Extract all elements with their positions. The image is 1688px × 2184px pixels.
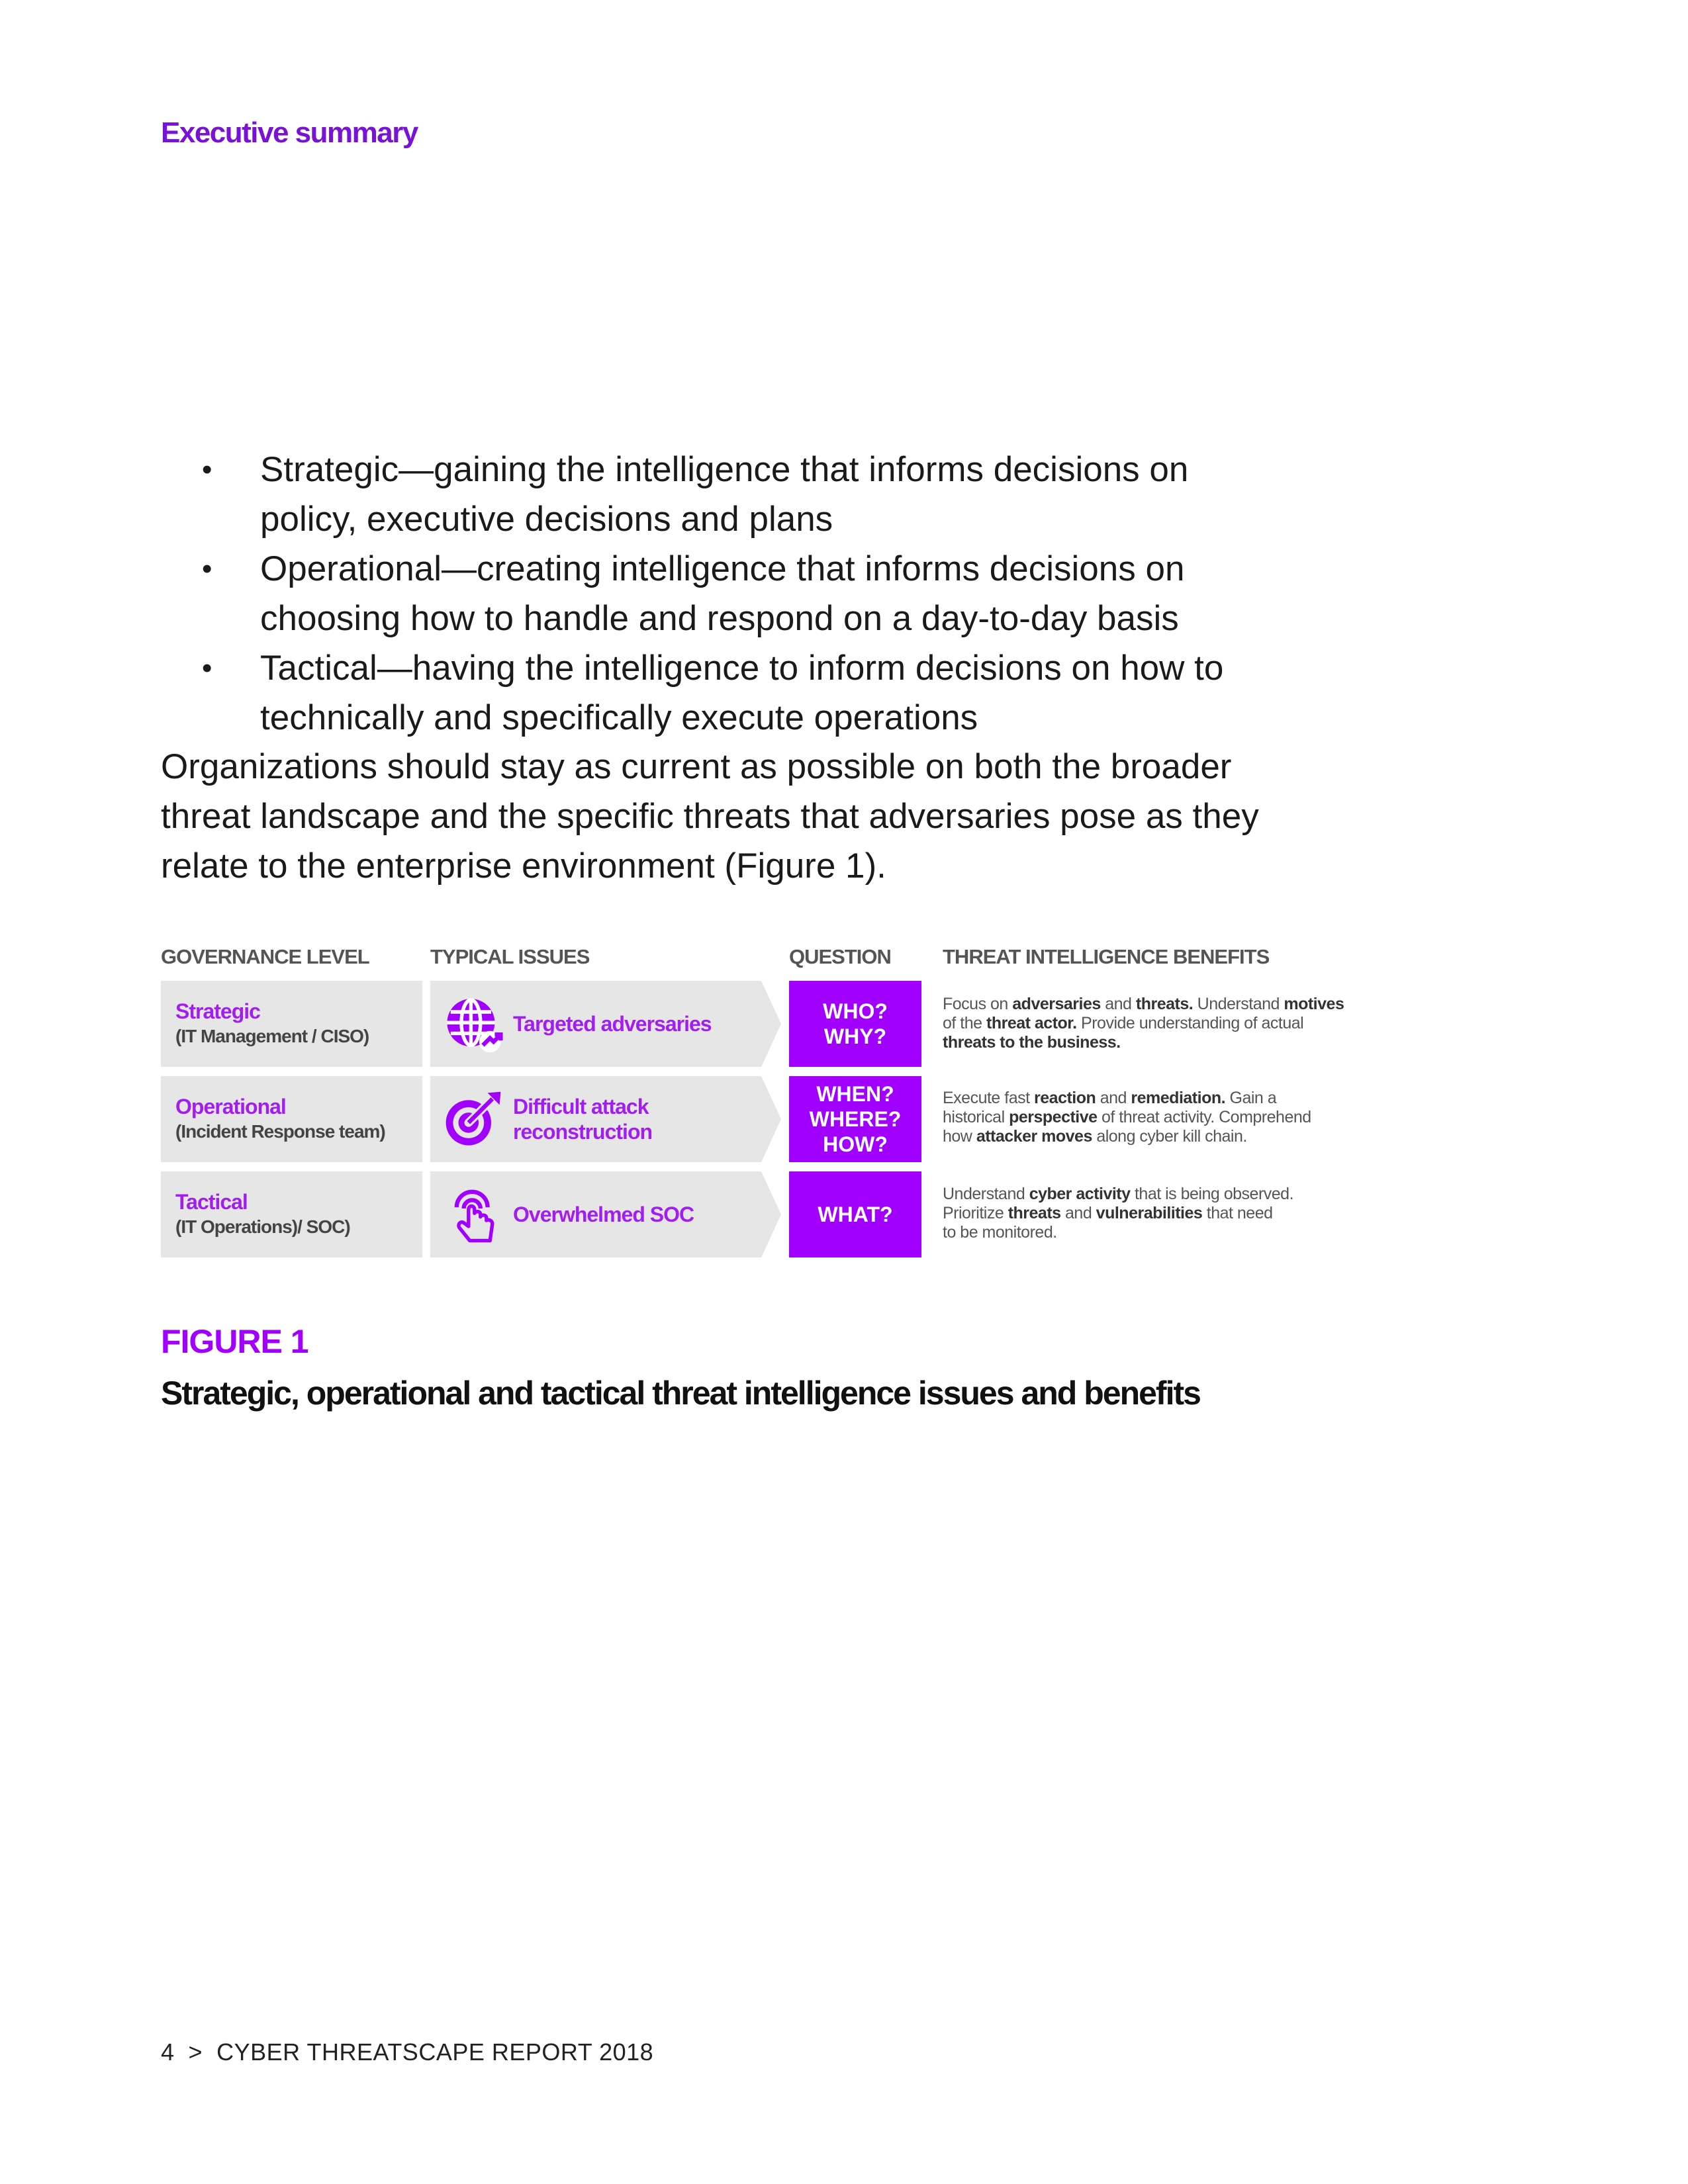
page-footer	[161, 2038, 653, 2066]
governance-title: Operational	[175, 1095, 286, 1118]
question-box	[789, 981, 921, 1067]
bullet-text: Tactical—having the intelligence to inform decisions on how to	[260, 649, 1224, 688]
paragraph-line: threat landscape and the specific threats that adversaries pose as they	[161, 797, 1259, 836]
bullet-text: policy, executive decisions and plans	[260, 500, 833, 539]
target-arrow-icon	[444, 1089, 503, 1149]
bullet-text: Strategic—gaining the intelligence that informs decisions on	[260, 450, 1189, 489]
bullet-dot: •	[202, 453, 212, 486]
bullet-list	[202, 445, 1460, 743]
section-header: Executive summary	[161, 116, 418, 149]
question-text: WHAT?	[818, 1203, 893, 1226]
figure-label: FIGURE 1	[161, 1323, 308, 1360]
governance-strategic	[161, 981, 422, 1067]
governance-subtitle: (IT Operations)/ SOC)	[175, 1216, 350, 1237]
benefit-text: Focus on adversaries and threats. Understand motives of the threat actor. Provide understanding of actual threats to the business.	[943, 995, 1344, 1052]
report-title: CYBER THREATSCAPE REPORT 2018	[216, 2038, 654, 2066]
question-text: WHY?	[823, 1024, 887, 1048]
benefit-text: Execute fast reaction and remediation. Gain a historical perspective of threat activity. Comprehend how attacker moves along cyber kill chain.	[943, 1089, 1311, 1146]
globe-icon	[444, 994, 503, 1054]
governance-tactical	[161, 1171, 422, 1257]
question-box	[789, 1076, 921, 1162]
issue-targeted-adversaries	[430, 981, 781, 1067]
bullet-text: choosing how to handle and respond on a day-to-day basis	[260, 599, 1179, 638]
bullet-dot: •	[202, 553, 212, 585]
bullet-text: Operational—creating intelligence that informs decisions on	[260, 549, 1185, 588]
pointer-hand-icon	[444, 1185, 503, 1244]
bullet-dot: •	[202, 652, 212, 684]
column-header-issues: TYPICAL ISSUES	[430, 945, 590, 968]
question-text: WHERE?	[809, 1107, 902, 1131]
benefit-text: Understand cyber activity that is being observed. Prioritize threats and vulnerabilities that need to be monitored.	[943, 1185, 1294, 1242]
page-number: 4	[161, 2038, 175, 2066]
governance-title: Strategic	[175, 999, 260, 1023]
body-paragraph	[161, 742, 1419, 891]
question-box	[789, 1171, 921, 1257]
bullet-text: technically and specifically execute operations	[260, 698, 978, 737]
paragraph-line: relate to the enterprise environment (Figure 1).	[161, 846, 886, 886]
column-header-question: QUESTION	[789, 945, 891, 968]
governance-subtitle: (IT Management / CISO)	[175, 1026, 369, 1046]
issue-label: Overwhelmed SOC	[513, 1203, 694, 1226]
list-item	[202, 544, 1460, 643]
issue-label: Difficult attack reconstruction	[513, 1095, 653, 1144]
paragraph-line: Organizations should stay as current as possible on both the broader	[161, 747, 1232, 786]
question-text: HOW?	[823, 1132, 888, 1156]
question-text: WHEN?	[816, 1082, 894, 1106]
issue-difficult-attack-reconstruction	[430, 1076, 781, 1162]
column-header-benefits: THREAT INTELLIGENCE BENEFITS	[943, 945, 1270, 968]
footer-separator: >	[188, 2038, 203, 2066]
question-text: WHO?	[823, 999, 888, 1023]
issue-label: Targeted adversaries	[513, 1012, 712, 1036]
column-header-governance: GOVERNANCE LEVEL	[161, 945, 369, 968]
figure-caption: Strategic, operational and tactical threat intelligence issues and benefits	[161, 1375, 1200, 1412]
list-item	[202, 643, 1460, 743]
governance-title: Tactical	[175, 1190, 248, 1214]
issue-overwhelmed-soc	[430, 1171, 781, 1257]
governance-operational	[161, 1076, 422, 1162]
governance-subtitle: (Incident Response team)	[175, 1121, 385, 1142]
list-item	[202, 445, 1460, 544]
